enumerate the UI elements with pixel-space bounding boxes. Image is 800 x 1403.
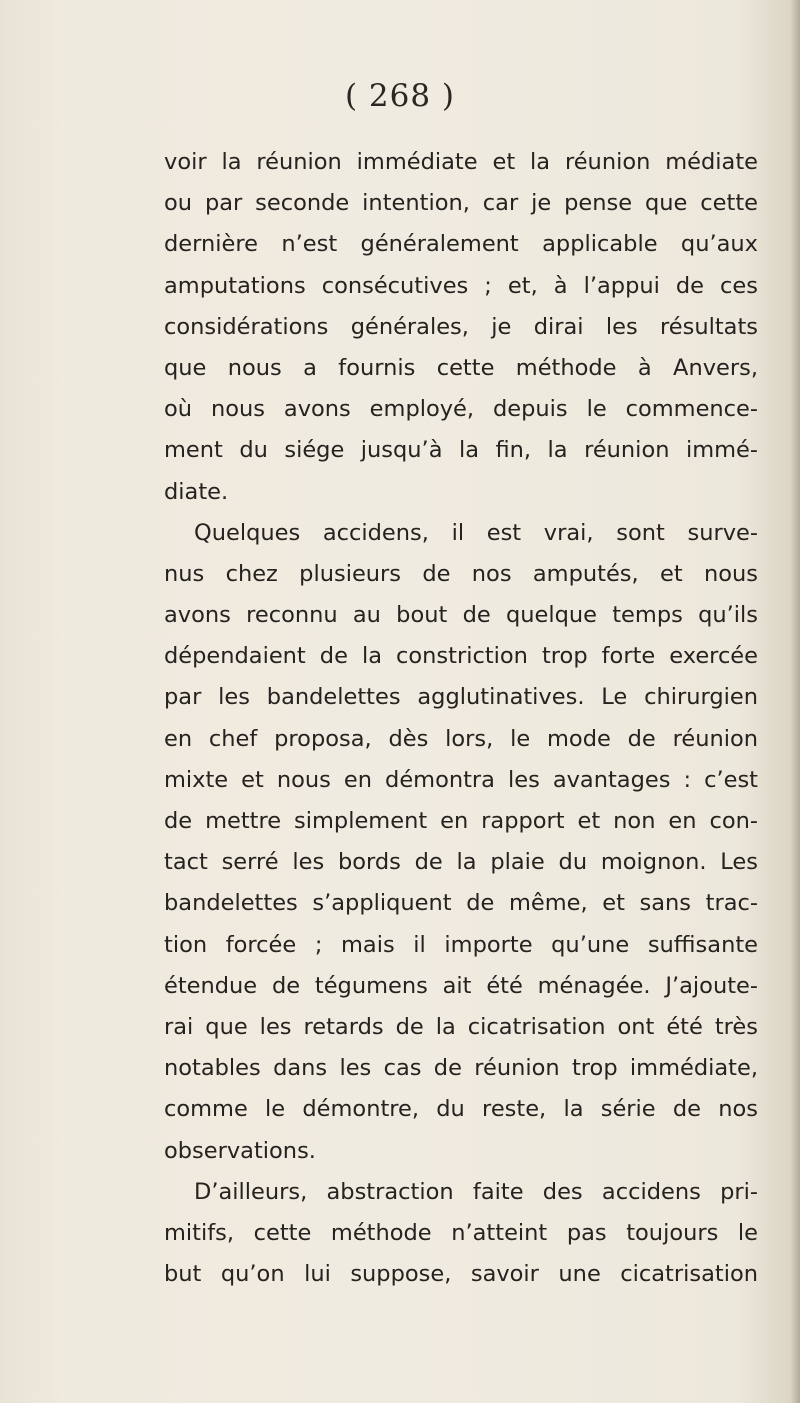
text-line: de mettre simplement en rapport et non en con- <box>164 808 758 834</box>
text-line: tact serré les bords de la plaie du moignon. Les <box>164 849 758 876</box>
text-line: comme le démontre, du reste, la série de nos <box>164 1096 758 1123</box>
text-line: rai que les retards de la cicatrisation ont été très <box>164 1013 758 1040</box>
body-text <box>164 142 758 1295</box>
paragraph-start-line: D’ailleurs, abstraction faite des accidens pri- <box>194 1178 758 1205</box>
text-line: but qu’on lui suppose, savoir une cicatrisation <box>164 1261 758 1288</box>
text-line: que nous a fournis cette méthode à Anvers, <box>164 354 758 381</box>
text-line: notables dans les cas de réunion trop immédiate, <box>164 1055 758 1082</box>
paragraph-start-line: Quelques accidens, il est vrai, sont surve- <box>194 519 758 546</box>
text-line: dernière n’est généralement applicable qu’aux <box>164 231 758 258</box>
text-line: étendue de tégumens ait été ménagée. J’ajoute- <box>164 972 758 999</box>
text-line: dépendaient de la constriction trop forte exercée <box>164 643 758 670</box>
text-line: avons reconnu au bout de quelque temps qu’ils <box>164 602 758 629</box>
text-line: mixte et nous en démontra les avantages : c’est <box>164 766 758 793</box>
page-edge-shadow <box>790 0 800 1403</box>
text-line: ou par seconde intention, car je pense que cette <box>164 190 758 217</box>
text-line: tion forcée ; mais il importe qu’une suffisante <box>164 931 758 958</box>
text-line: où nous avons employé, depuis le commence- <box>164 396 758 423</box>
text-line: bandelettes s’appliquent de même, et sans trac- <box>164 890 758 917</box>
text-line: nus chez plusieurs de nos amputés, et nous <box>164 560 758 587</box>
text-line: par les bandelettes agglutinatives. Le chirurgien <box>164 684 758 711</box>
text-line: ment du siége jusqu’à la fin, la réunion immé- <box>164 437 758 464</box>
text-line: considérations générales, je dirai les résultats <box>164 313 758 340</box>
text-line: mitifs, cette méthode n’atteint pas toujours le <box>164 1219 758 1246</box>
paragraph-end-line: diate. <box>164 478 229 505</box>
text-line: voir la réunion immédiate et la réunion médiate <box>164 149 758 175</box>
page-number: ( 268 ) <box>344 78 456 114</box>
text-line: en chef proposa, dès lors, le mode de réunion <box>164 725 758 752</box>
paragraph-end-line: observations. <box>164 1137 316 1164</box>
text-line: amputations consécutives ; et, à l’appui de ces <box>164 272 758 299</box>
